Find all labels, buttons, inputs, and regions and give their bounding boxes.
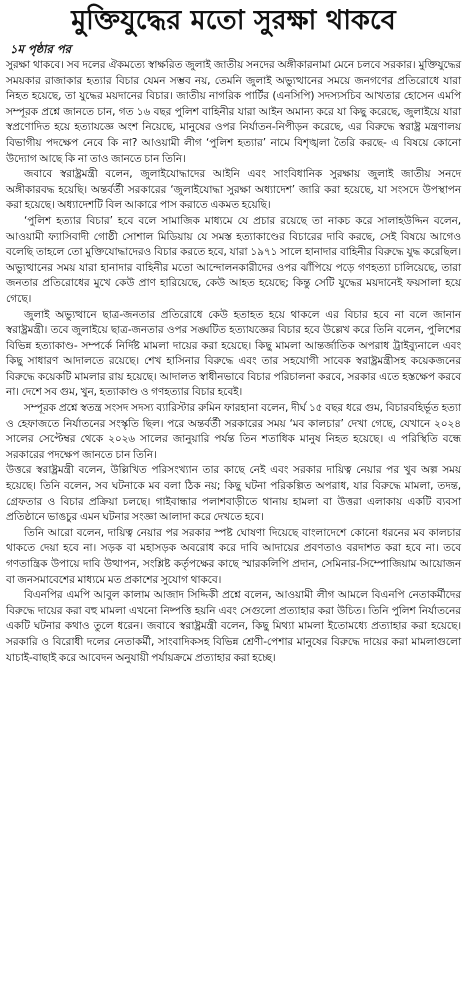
continued-from-label: ১ম পৃষ্ঠার পর <box>10 42 71 56</box>
headline: মুক্তিযুদ্ধের মতো সুরক্ষা থাকবে <box>71 5 396 36</box>
article-paragraph: সুরক্ষা থাকবে। সব দলের ঐকমত্যে স্বাক্ষরিত জুলাই জাতীয় সনদের অঙ্গীকারনামা মেনে চলবে সরকার। মুক্তিযুদ্ধের সময়কার রাজাকার হত্যার বিচার যেমন সম্ভব নয়, তেমনি জুলাই অভ্যুত্থানের সময়ে জনগণের প্রতিরোধে যারা নিহত হয়েছে, তা যুদ্ধের ময়দানের বিচার। জাতীয় নাগরিক পার্টির (এনসিপি) সদস্যসচিব আখতার হোসেন এমপি সম্পূরক প্রশ্নে জানতে চান, গত ১৬ বছর পুলিশ বাহিনীর যারা আইন অমান্য করে যা কিছু করেছে, জুলাইয়ে যারা স্বপ্রণোদিত হয়ে হত্যাযজ্ঞে অংশ নিয়েছে, মানুষের ওপর নির্যাতন-নিপীড়ন করেছে, এর বিরুদ্ধে স্বরাষ্ট্র মন্ত্রণালয় বিভাগীয় পদক্ষেপ নেবে কি না? আওয়ামী লীগ ‘পুলিশ হত্যার’ নামে বিশৃঙ্খলা তৈরি করছে- এ বিষয়ে কোনো উদ্যোগ আছে কি না তাও জানতে চান তিনি। <box>6 59 461 165</box>
article-paragraph: সম্পূরক প্রশ্নে স্বতন্ত্র সংসদ সদস্য ব্যারিস্টার রুমিন ফারহানা বলেন, দীর্ঘ ১৫ বছর ধরে গুম, বিচারবহির্ভূত হত্যা ও হেফাজতে নির্যাতনের সংস্কৃতি ছিল। পরে অন্তর্বর্তী সরকারের সময় ‘মব কালচার’ দেখা গেছে, যেখানে ২০২৪ সালের সেপ্টেম্বর থেকে ২০২৬ সালের জানুয়ারি পর্যন্ত তিন শতাধিক মানুষ নিহত হয়েছে। এ পরিস্থিতি বন্ধে সরকারের পদক্ষেপ জানতে চান তিনি। <box>6 402 461 461</box>
article-body <box>6 58 461 666</box>
article-paragraph: উত্তরে স্বরাষ্ট্রমন্ত্রী বলেন, উল্লিখিত পরিসংখ্যান তার কাছে নেই এবং সরকার দায়িত্ব নেয়ার পর খুব অল্প সময় হয়েছে। তিনি বলেন, সব ঘটনাকে মব বলা ঠিক নয়; কিছু ঘটনা পরিকল্পিত অপরাধ, যার বিরুদ্ধে মামলা, তদন্ত, গ্রেফতার ও বিচার প্রক্রিয়া চলছে। গাইবান্ধার পলাশবাড়ীতে থানায় হামলা বা উত্তরা এলাকায় একটি ব্যবসা প্রতিষ্ঠানে ভাঙচুর এমন ঘটনার সংজ্ঞা আলাদা করে দেখতে হবে। <box>6 464 461 524</box>
article-paragraph: জবাবে স্বরাষ্ট্রমন্ত্রী বলেন, জুলাইযোদ্ধাদের আইনি এবং সাংবিধানিক সুরক্ষায় জুলাই জাতীয় সনদে অঙ্গীকারবদ্ধ হয়েছি। অন্তর্বর্তী সরকারের ‘জুলাইযোদ্ধা সুরক্ষা অধ্যাদেশ’ জারি করা হয়েছে, যা সংসদে উপস্থাপন করা হয়েছে। অধ্যাদেশটি বিল আকারে পাস করাতে একমত হয়েছি। <box>6 168 461 212</box>
article-paragraph: তিনি আরো বলেন, দায়িত্ব নেয়ার পর সরকার স্পষ্ট ঘোষণা দিয়েছে বাংলাদেশে কোনো ধরনের মব কালচার থাকতে দেয়া হবে না। সড়ক বা মহাসড়ক অবরোধ করে দাবি আদায়ের প্রবণতাও বরদাশত করা হবে না। তবে গণতান্ত্রিক উপায়ে দাবি উত্থাপন, সংশ্লিষ্ট কর্তৃপক্ষের কাছে স্মারকলিপি প্রদান, সেমিনার-সিম্পোজিয়াম আয়োজন বা জনসমাবেশের মাধ্যমে মত প্রকাশের সুযোগ থাকবে। <box>6 526 461 586</box>
article-paragraph: ‘পুলিশ হত্যার বিচার’ হবে বলে সামাজিক মাধ্যমে যে প্রচার রয়েছে তা নাকচ করে সালাহউদ্দিন বলেন, আওয়ামী ফ্যাসিবাদী গোষ্ঠী সোশাল মিডিয়ায় যে সমস্ত হত্যাকাণ্ডের বিচারের দাবি করছে, সেই বিষয়ে আগেও বলেছি তাহলে তো মুক্তিযোদ্ধাদেরও বিচার করতে হবে, যারা ১৯৭১ সালে হানাদার বাহিনীর বিরুদ্ধে যুদ্ধ করেছিল। অভ্যুত্থানের সময় যারা হানাদার বাহিনীর মতো আন্দোলনকারীদের ওপর ঝাঁপিয়ে পড়ে গণহত্যা চালিয়েছে, তারা জনতার প্রতিরোধের মুখে কেউ প্রাণ হারিয়েছে, কেউ আহত হয়েছে; কিন্তু সেটি যুদ্ধের ময়দানেই ফয়সালা হয়ে গেছে। <box>6 214 461 305</box>
article-paragraph: জুলাই অভ্যুত্থানে ছাত্র-জনতার প্রতিরোধে কেউ হতাহত হয়ে থাকলে এর বিচার হবে না বলে জানান স্বরাষ্ট্রমন্ত্রী। তবে জুলাইয়ে ছাত্র-জনতার ওপর সঙ্ঘটিত হত্যাযজ্ঞের বিচার হবে উল্লেখ করে তিনি বলেন, পুলিশের বিভিন্ন হত্যাকাণ্ড- সম্পর্কে নির্দিষ্ট মামলা দায়ের করা হয়েছে। কিছু মামলা আন্তর্জাতিক অপরাধ ট্রাইব্যুনালে এবং কিছু সাধারণ আদালতে রয়েছে। শেখ হাসিনার বিরুদ্ধে এবং তার সহযোগী সাবেক স্বরাষ্ট্রমন্ত্রীসহ কয়েকজনের বিরুদ্ধে কয়েকটি মামলার রায় হয়েছে। আদালত স্বাধীনভাবে বিচার পরিচালনা করবে, সরকার এতে হস্তক্ষেপ করবে না। দেশে সব গুম, খুন, হত্যাকাণ্ড ও গণহত্যার বিচার হবেই। <box>6 308 461 399</box>
article-paragraph: বিএনপির এমপি আবুল কালাম আজাদ সিদ্দিকী প্রশ্নে বলেন, আওয়ামী লীগ আমলে বিএনপি নেতাকর্মীদের বিরুদ্ধে দায়ের করা বহু মামলা এখনো নিষ্পত্তি হয়নি এবং সেগুলো প্রত্যাহার করা উচিত। তিনি পুলিশ নির্যাতনের একটি ঘটনার কথাও তুলে ধরেন। জবাবে স্বরাষ্ট্রমন্ত্রী বলেন, কিছু মিথ্যা মামলা ইতোমধ্যে প্রত্যাহার করা হয়েছে। সরকারি ও বিরোধী দলের নেতাকর্মী, সাংবাদিকসহ বিভিন্ন শ্রেণী-পেশার মানুষের বিরুদ্ধে দায়ের করা মামলাগুলো যাচাই-বাছাই করে আবেদন অনুযায়ী পর্যায়ক্রমে প্রত্যাহার করা হচ্ছে। <box>6 589 461 664</box>
